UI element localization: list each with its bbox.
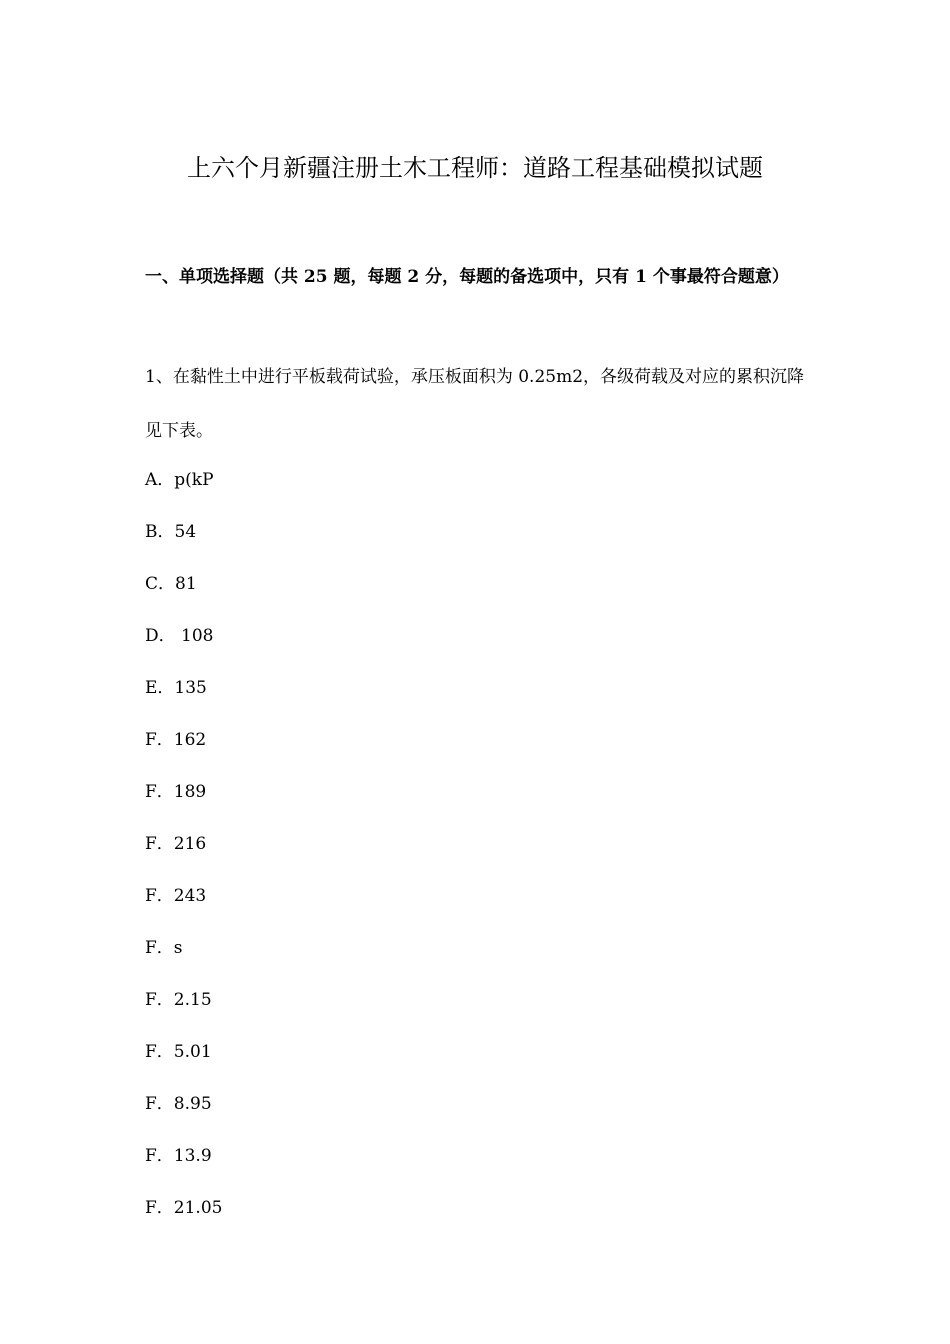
page-title: 上六个月新疆注册土木工程师：道路工程基础模拟试题 bbox=[187, 154, 763, 182]
option-item bbox=[145, 1078, 222, 1130]
option-text: 108 bbox=[175, 626, 214, 646]
option-text: 243 bbox=[173, 886, 207, 906]
option-letter: F． bbox=[145, 782, 174, 802]
option-item bbox=[145, 870, 222, 922]
option-text: 216 bbox=[173, 834, 207, 854]
option-letter: F． bbox=[145, 1198, 174, 1218]
option-letter: E． bbox=[145, 678, 175, 698]
option-letter: F． bbox=[145, 938, 174, 958]
option-item bbox=[145, 922, 222, 974]
option-item bbox=[145, 662, 222, 714]
option-item bbox=[145, 454, 222, 506]
question-text: 1、在黏性土中进行平板载荷试验，承压板面积为 0.25m2，各级荷载及对应的累积沉降见下表。 bbox=[145, 367, 805, 441]
option-letter: F． bbox=[145, 1042, 174, 1062]
option-letter: D． bbox=[145, 626, 176, 646]
option-text: 21.05 bbox=[173, 1198, 223, 1218]
option-item bbox=[145, 610, 222, 662]
option-item bbox=[145, 1026, 222, 1078]
option-item bbox=[145, 714, 222, 766]
option-text: p(kP bbox=[174, 470, 214, 490]
option-text: 54 bbox=[174, 522, 197, 542]
option-text: 81 bbox=[175, 574, 197, 594]
option-letter: F． bbox=[145, 834, 174, 854]
option-letter: F． bbox=[145, 730, 174, 750]
option-text: 5.01 bbox=[173, 1042, 212, 1062]
option-text: 13.9 bbox=[173, 1146, 212, 1166]
option-item bbox=[145, 974, 222, 1026]
option-text: 189 bbox=[173, 782, 207, 802]
option-item bbox=[145, 558, 222, 610]
option-letter: F． bbox=[145, 1146, 174, 1166]
option-text: 135 bbox=[174, 678, 207, 698]
option-letter: F． bbox=[145, 990, 174, 1010]
option-letter: F． bbox=[145, 886, 174, 906]
option-item bbox=[145, 506, 222, 558]
section-heading: 一、单项选择题（共 25 题，每题 2 分，每题的备选项中，只有 1 个事最符合题意） bbox=[145, 267, 789, 287]
option-item bbox=[145, 1130, 222, 1182]
option-letter: C． bbox=[145, 574, 176, 594]
option-text: s bbox=[173, 938, 183, 958]
option-item bbox=[145, 1182, 222, 1234]
option-letter: B． bbox=[145, 522, 175, 542]
option-text: 8.95 bbox=[173, 1094, 212, 1114]
option-letter: F． bbox=[145, 1094, 174, 1114]
option-item bbox=[145, 766, 222, 818]
option-letter: A． bbox=[145, 470, 175, 490]
option-list bbox=[145, 454, 222, 1234]
option-text: 162 bbox=[173, 730, 207, 750]
option-item bbox=[145, 818, 222, 870]
option-text: 2.15 bbox=[173, 990, 212, 1010]
